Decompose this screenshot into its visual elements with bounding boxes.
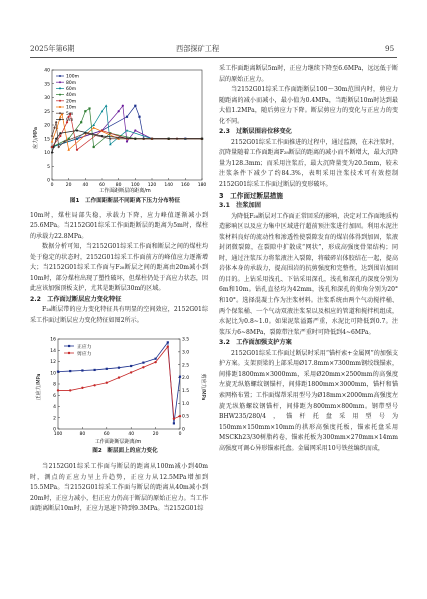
figure-1-chart <box>30 64 208 194</box>
figure-1-x-tick-label: 80 <box>115 183 122 188</box>
figure-1-x-tick-label: 0 <box>50 183 54 188</box>
right-paragraph-2: 2152G01综采工作面推进的过程中，通过监测，在未注浆时，沉降量随着工作面距离F₂₈断层的距离的减小而不断增大，最大沉降量为128.3mm；而采用注浆后，最大沉降量变为20.5mm，较未注浆条件下减少了约84.3%，表明采用注浆技术可有效控制2152G01综采工作面过断层的变形破坏。 <box>219 138 398 189</box>
section-3-1-heading: 3.1 注浆加固 <box>219 202 261 210</box>
figure-1-point <box>122 105 124 107</box>
figure-1-y-tick-label: 25 <box>44 109 50 115</box>
figure-1-x-tick-label: 120 <box>147 183 157 188</box>
figure-2-x-label: 工作面距断层距离/m <box>94 438 142 445</box>
right-paragraph-3: 为降低F₂₈断层对工作面正常回采的影响，决定对工作面地质构造影响区以及应力集中区域进行超前预注浆进行加固。利用水泥注浆材料良好的流动性和渗透性使裂隙发育的煤岩体得到加固，浆液封闭微裂隙，在裂隙中扩散成“网状”，形成高强度骨架结构；同时，通过注浆压力将浆液注入裂隙，将破碎岩体胶结在一起，提高岩体本身的承载力，提高围岩的抗剪强度和完整性，达到围岩加固的目的。上钻采用浅孔、下钻采用深孔，浅孔和深孔的深度分别为6m和10m。钻孔直径均为42mm，浅孔和深孔的仰角分别为20°和10°。选择混凝土作为注浆材料。注浆系统由两个气动搅拌桶、两个保浆桶、一个气动双液注浆泵以及相应的管道和搅拌机组成，水泥比为0.8~1.0。如果泥浆溢露严重，水泥比可降低到0.7。注浆压力6~8MPa，裂隙带注浆严重时可降低到4~6MPa。 <box>219 212 398 336</box>
figure-1-legend-label: 60m <box>66 87 77 92</box>
section-3-heading: 3 工作面过断层措施 <box>219 191 283 200</box>
figure-2-point <box>94 368 96 370</box>
figure-1-point <box>105 104 108 106</box>
header-rule <box>30 57 397 58</box>
right-paragraph-0: 采工作面距离断层5m时，正应力继续下降至6.6MPa，远远低于断层的原始正应力。 <box>219 65 398 83</box>
figure-2-point <box>106 381 108 383</box>
figure-1-point <box>59 132 61 134</box>
figure-1-legend-label: 10m <box>66 105 77 111</box>
figure-1-point <box>80 121 82 123</box>
figure-1-point <box>138 116 140 118</box>
figure-1-series <box>51 104 204 153</box>
figure-2-point <box>118 366 120 368</box>
figure-2-point <box>173 417 175 419</box>
figure-2-point <box>130 364 132 366</box>
figure-2-legend-marker <box>68 344 70 346</box>
figure-2-x-tick-label: 80 <box>79 431 86 437</box>
figure-2-point <box>179 375 181 377</box>
figure-1-point <box>76 149 78 151</box>
figure-2-caption: 图2 断层面上的应力变化 <box>92 447 158 454</box>
figure-1-point <box>55 138 57 140</box>
right-paragraph-4: 2152G01综采工作面过断层时采用“锚杆索+金属网”的加强支护方案。支架顶梁的上部采用Ø17.8mm×7300mm钢绞线锚索，间排距1800mm×3000mm，采用Ø20mm×2500mm的高强度左旋无纵筋螺纹钢锚杆，间排距1800mm×3000mm，锚杆和锚索网格布置；工作面煤帮采用型号为Ø18mm×2000mm高强度左旋无纵筋螺纹钢锚杆，间排距为800mm×800mm。钢带型号BHW235/280/4，锚杆托盘采用型号为150mm×150mm×10mm的拱形高强度托板，锚索托盘采用MSCKh23/30树脂药卷，锚索托板为300mm×270mm×14mm高强度可调心异形锚索托盘。金属网采用10号铁丝编织而成， <box>219 349 398 452</box>
figure-1-legend <box>56 74 79 123</box>
figure-1-point <box>59 135 61 137</box>
figure-2-chart <box>30 333 208 445</box>
left-paragraph-1: 数据分析可知，当2152G01综采工作面和断层之间的煤柱均处于稳定的状态时，2152G01综采工作面前方的峰值应力逐渐增大；当2152G01综采工作面与F₂₈断层之间的距离由20m减小到10m时，部分煤柱出现了塑性破坏，但煤柱仍处于高应力状态，因此应该加强顶板支护，尤其是距断层30m的区域。 <box>30 243 208 293</box>
figure-2-y-left-tick-label: 12 <box>50 359 56 365</box>
figure-2-point <box>81 369 83 371</box>
figure-1-legend-label: 100m <box>66 74 79 80</box>
figure-2-point <box>69 370 71 372</box>
figure-2-y-right-tick-label: 3.5 <box>182 337 190 343</box>
figure-1-x-label: 工作面距断层的距离/m <box>99 188 151 194</box>
figure-2-y-right-tick-label: 1.0 <box>182 401 190 407</box>
figure-1-point <box>126 116 128 118</box>
figure-1-point <box>201 138 203 140</box>
figure-2-y-left-tick-label: 2 <box>53 415 56 421</box>
figure-2-legend-label: 正应力 <box>77 344 92 350</box>
figure-2-point <box>81 386 83 388</box>
figure-2-y-left-tick-label: 10 <box>50 370 56 376</box>
figure-2-x-tick-label: 20 <box>152 431 159 437</box>
figure-2-y-left-tick-label: 0 <box>53 427 56 433</box>
figure-1-point <box>126 140 128 142</box>
figure-2-legend-label: 剪应力 <box>77 351 92 357</box>
figure-1-y-tick-label: 40 <box>44 68 50 74</box>
figure-2-legend <box>64 342 92 356</box>
figure-1-point <box>51 151 53 153</box>
figure-2-y-left-tick-label: 6 <box>53 393 56 399</box>
figure-1-y-tick-label: 10 <box>44 151 50 157</box>
figure-2-y-left-tick-label: 14 <box>50 348 56 354</box>
figure-2-point <box>69 389 71 391</box>
figure-2-point <box>167 341 169 343</box>
figure-1-point <box>84 110 86 112</box>
figure-2-point <box>130 371 132 373</box>
section-2-2-heading: 2.2 工作面过断层应力变化特征 <box>30 295 122 303</box>
figure-2-y-right-tick-label: 1.5 <box>182 388 190 394</box>
figure-1-legend-marker <box>59 118 61 120</box>
figure-1-x-tick-label: 160 <box>181 183 190 188</box>
figure-2-y-right-tick-label: 0 <box>182 427 185 433</box>
right-paragraph-1: 当2152G01综采工作面距断层100～30m范围内时，剪应力随距离的减小而减小，最小值为0.4MPa，当距断层10m时达到最大值1.2MPa，随后剪应力下降。断层剪应力的变化与正应力的变化不同。 <box>219 86 398 125</box>
figure-1-point <box>93 146 95 148</box>
figure-1-legend-marker <box>59 75 61 77</box>
figure-1-legend-label: 0m <box>66 118 74 123</box>
figure-2-point <box>118 376 120 378</box>
figure-2-point <box>173 422 175 424</box>
figure-2-point <box>142 361 144 363</box>
figure-1-x-tick-label: 140 <box>164 183 173 188</box>
figure-2-legend-marker <box>68 351 70 353</box>
figure-1-caption: 图1 工作面距断层不同距离下压力分布特征 <box>69 198 181 204</box>
figure-2-y-left-tick-label: 4 <box>53 404 56 410</box>
figure-2-point <box>179 415 181 417</box>
figure-1-legend-label: 40m <box>66 93 77 99</box>
figure-1-point <box>92 126 95 128</box>
right-column <box>219 64 398 454</box>
figure-1-legend-marker <box>59 100 61 102</box>
figure-1-point <box>118 110 120 112</box>
journal-name: 西部探矿工程 <box>176 44 220 53</box>
figure-2-x-tick-label: 40 <box>128 431 135 437</box>
figure-1-point <box>76 129 78 131</box>
figure-1-legend-label: 20m <box>66 99 77 105</box>
figure-1-y-tick-label: 15 <box>44 137 50 143</box>
figure-1-x-tick-label: 180 <box>197 183 207 188</box>
figure-1-point <box>51 135 54 138</box>
figure-2-series-剪应力 <box>58 346 180 418</box>
figure-1-point <box>101 135 103 137</box>
journal-issue: 2025年第6期 <box>30 44 75 53</box>
figure-1-legend-marker <box>59 94 61 96</box>
figure-1-y-tick-label: 30 <box>44 96 50 102</box>
figure-1-y-tick-label: 0 <box>47 178 50 184</box>
figure-1-x-tick-label: 100 <box>131 183 140 188</box>
figure-2-point <box>167 345 169 347</box>
figure-2-y-right-tick-label: 0.5 <box>182 414 190 420</box>
figure-2-y-left-label: 正应力/MPa <box>36 373 42 400</box>
figure-1-legend-marker <box>59 81 61 83</box>
figure-1-x-tick-label: 20 <box>65 183 72 188</box>
figure-1-point <box>51 140 54 142</box>
figure-1-legend-marker <box>59 87 61 89</box>
figure-1-series-10m <box>52 114 202 150</box>
page-number: 95 <box>385 44 395 53</box>
figure-1-point <box>55 121 58 124</box>
figure-1-point <box>134 138 136 140</box>
figure-1-point <box>53 146 55 148</box>
left-column <box>30 64 208 515</box>
figure-1-y-tick-label: 5 <box>47 164 50 170</box>
figure-2-y-right-tick-label: 2.0 <box>182 375 190 381</box>
figure-2-y-left-tick-label: 16 <box>50 337 56 343</box>
figure-2-x-tick-label: 100 <box>53 431 63 437</box>
figure-2-point <box>57 370 59 372</box>
figure-2-series <box>57 341 181 424</box>
figure-1-x-tick-label: 60 <box>99 183 105 188</box>
figure-2-point <box>155 357 157 359</box>
figure-2-point <box>154 361 156 363</box>
figure-1-legend-marker <box>59 112 61 114</box>
left-paragraph-2: F₂₈断层带的应力变化特征具有明显的空间效应，2152G01综采工作面过断层应力变化特征如图2所示。 <box>30 306 208 325</box>
figure-1-point <box>168 138 170 140</box>
figure-1-legend-label: 80m <box>66 80 77 86</box>
figure-2-x-tick-label: 60 <box>103 431 110 437</box>
figure-2-y-right-tick-label: 2.5 <box>182 362 190 368</box>
figure-1-y-tick-label: 35 <box>44 82 50 88</box>
left-paragraph-0: 10m时，煤柱局部失稳，承载力下降，应力峰值逐渐减小到25.6MPa。当2152G01综采工作面距断层的距离为5m时，煤柱的承载力22.8MPa。 <box>30 211 208 240</box>
section-2-3-heading: 2.3 过断层围岩位移变化 <box>219 128 292 136</box>
figure-1-point <box>53 126 56 129</box>
figure-1-y-tick-label: 20 <box>44 123 50 129</box>
figure-2-x-tick-label: 0 <box>178 431 182 437</box>
section-3-2-heading: 3.2 工作面加强支护方案 <box>219 339 292 347</box>
figure-2-point <box>93 384 95 386</box>
figure-2-y-left-tick-label: 8 <box>53 382 56 388</box>
figure-1-legend-marker <box>59 106 61 108</box>
figure-1-point <box>88 107 90 109</box>
figure-2-point <box>106 367 108 369</box>
figure-1-point <box>134 129 136 131</box>
figure-2-y-right-label: 剪应力/MPa <box>200 373 206 400</box>
figure-2-point <box>57 389 59 391</box>
figure-1-point <box>134 105 136 107</box>
figure-1-point <box>126 129 129 131</box>
figure-1-y-label: 应力/MPa <box>33 127 39 149</box>
figure-1-legend-label: 5m <box>66 111 74 117</box>
figure-2-point <box>142 366 144 368</box>
figure-2-y-right-tick-label: 3.0 <box>182 350 190 356</box>
figure-1-x-tick-label: 40 <box>82 183 89 188</box>
left-paragraph-3: 当2152G01综采工作面与断层的距离从100m减小到40m时，测点的正应力呈上升趋势，正应力从12.5MPa增加到15.5MPa。当2152G01综采工作面与断层的距离从40m减小到20m时，正应力减小，但正应力仍高于断层的原始正应力。当工作面距离断层10m时，正应力迅速下降到9.3MPa。当2152G01综 <box>30 463 208 513</box>
